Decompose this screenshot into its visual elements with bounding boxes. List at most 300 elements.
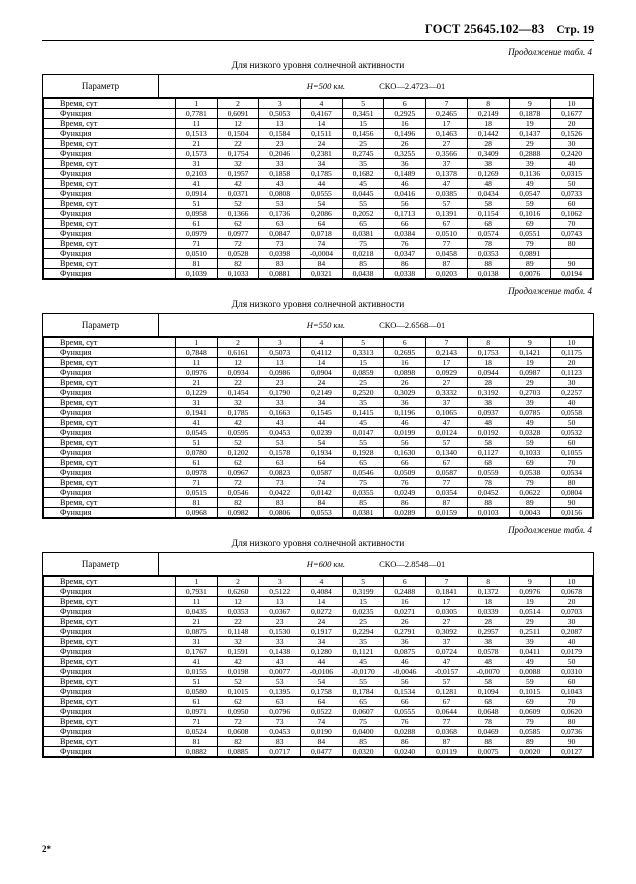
- data-cell: 18: [467, 358, 509, 368]
- data-cell: 0,4167: [301, 109, 343, 119]
- row-label: Функция: [44, 249, 176, 259]
- data-cell: 0,1578: [259, 448, 301, 458]
- data-cell: 0,5053: [259, 109, 301, 119]
- data-cell: 84: [301, 737, 343, 747]
- data-cell: 59: [509, 438, 551, 448]
- data-cell: 0,0558: [551, 408, 593, 418]
- data-cell: 62: [217, 458, 259, 468]
- table-row: [44, 747, 593, 757]
- data-cell: 7: [426, 577, 468, 587]
- data-cell: 0,0546: [342, 468, 384, 478]
- data-cell: 85: [342, 498, 384, 508]
- data-cell: 0,0249: [384, 488, 426, 498]
- data-cell: 89: [509, 737, 551, 747]
- data-cell: 35: [342, 398, 384, 408]
- data-cell: 0,6161: [217, 348, 259, 358]
- data-cell: 80: [551, 717, 593, 727]
- data-cell: 45: [342, 179, 384, 189]
- data-cell: 77: [426, 239, 468, 249]
- data-cell: 79: [509, 717, 551, 727]
- data-cell: 4: [301, 99, 343, 109]
- data-cell: 38: [467, 637, 509, 647]
- row-label: Время, сут: [44, 617, 176, 627]
- data-cell: 53: [259, 199, 301, 209]
- data-cell: 0,0020: [509, 747, 551, 757]
- data-cell: 0,4084: [301, 587, 343, 597]
- data-cell: 46: [384, 657, 426, 667]
- data-cell: [551, 249, 593, 259]
- data-cell: 22: [217, 139, 259, 149]
- data-cell: 41: [176, 179, 218, 189]
- data-cell: 0,2888: [509, 149, 551, 159]
- data-cell: 0,0559: [467, 468, 509, 478]
- data-cell: 32: [217, 159, 259, 169]
- data-cell: 0,0514: [509, 607, 551, 617]
- data-cell: 0,0119: [426, 747, 468, 757]
- data-cell: 61: [176, 458, 218, 468]
- data-cell: 0,3199: [342, 587, 384, 597]
- row-label: Время, сут: [44, 737, 176, 747]
- data-cell: 0,1062: [551, 209, 593, 219]
- data-cell: 52: [217, 677, 259, 687]
- data-cell: 17: [426, 358, 468, 368]
- table-row: [44, 378, 593, 388]
- data-cell: 37: [426, 637, 468, 647]
- row-label: Функция: [44, 627, 176, 637]
- data-cell: 1: [176, 577, 218, 587]
- row-label: Время, сут: [44, 159, 176, 169]
- row-label: Время, сут: [44, 458, 176, 468]
- data-cell: -0,0170: [342, 667, 384, 677]
- table-body-1: [43, 98, 594, 280]
- table-row: [44, 468, 593, 478]
- data-cell: 0,3255: [384, 149, 426, 159]
- data-cell: 0,1094: [467, 687, 509, 697]
- data-cell: 8: [467, 577, 509, 587]
- data-cell: 62: [217, 697, 259, 707]
- row-label: Время, сут: [44, 239, 176, 249]
- data-cell: 20: [551, 119, 593, 129]
- data-cell: 1: [176, 99, 218, 109]
- data-cell: 0,0986: [259, 368, 301, 378]
- data-cell: 12: [217, 119, 259, 129]
- data-cell: 50: [551, 179, 593, 189]
- data-cell: 0,0733: [551, 189, 593, 199]
- row-label: Время, сут: [44, 697, 176, 707]
- data-cell: 80: [551, 239, 593, 249]
- data-cell: 30: [551, 617, 593, 627]
- data-cell: 8: [467, 99, 509, 109]
- data-cell: 87: [426, 259, 468, 269]
- data-cell: 0,0574: [467, 229, 509, 239]
- data-cell: 0,0724: [426, 647, 468, 657]
- row-label: Функция: [44, 508, 176, 518]
- data-cell: 36: [384, 398, 426, 408]
- data-cell: 43: [259, 179, 301, 189]
- data-cell: 74: [301, 478, 343, 488]
- data-cell: 13: [259, 597, 301, 607]
- data-cell: 5: [342, 99, 384, 109]
- data-cell: 81: [176, 737, 218, 747]
- data-cell: 56: [384, 199, 426, 209]
- table-row: [44, 169, 593, 179]
- block-title-1: Для низкого уровня солнечной активности: [231, 61, 405, 71]
- standard-number: ГОСТ 25645.102—83: [424, 22, 545, 36]
- data-cell: 5: [342, 577, 384, 587]
- data-cell: 36: [384, 159, 426, 169]
- table-row: [44, 607, 593, 617]
- data-cell: 0,7848: [176, 348, 218, 358]
- data-cell: 32: [217, 398, 259, 408]
- data-cell: 38: [467, 159, 509, 169]
- data-cell: 0,1269: [467, 169, 509, 179]
- data-cell: 76: [384, 239, 426, 249]
- data-cell: 29: [509, 378, 551, 388]
- height-value-2: H=550 км.: [306, 320, 346, 330]
- row-label: Время, сут: [44, 577, 176, 587]
- data-cell: 0,0718: [301, 229, 343, 239]
- row-label: Функция: [44, 687, 176, 697]
- row-label: Функция: [44, 109, 176, 119]
- data-cell: 0,0578: [467, 647, 509, 657]
- table-row: [44, 229, 593, 239]
- data-cell: 0,0875: [176, 627, 218, 637]
- data-cell: 0,2703: [509, 388, 551, 398]
- data-cell: 0,0272: [301, 607, 343, 617]
- table-block-1: [42, 61, 594, 280]
- data-cell: 0,0551: [509, 229, 551, 239]
- data-cell: 0,0445: [342, 189, 384, 199]
- data-cell: 48: [467, 657, 509, 667]
- data-cell: 0,0367: [259, 607, 301, 617]
- data-cell: 10: [551, 577, 593, 587]
- data-cell: 0,0937: [467, 408, 509, 418]
- data-cell: 0,1442: [467, 129, 509, 139]
- data-cell: 0,0422: [259, 488, 301, 498]
- sko-value-1: СКО—2.4723—01: [379, 81, 446, 91]
- data-cell: 28: [467, 378, 509, 388]
- data-cell: 43: [259, 418, 301, 428]
- data-cell: 0,1858: [259, 169, 301, 179]
- data-cell: 0,1504: [217, 129, 259, 139]
- data-cell: 69: [509, 458, 551, 468]
- data-cell: 85: [342, 737, 384, 747]
- data-cell: 0,2465: [426, 109, 468, 119]
- table-row: [44, 368, 593, 378]
- data-cell: 0,0806: [259, 508, 301, 518]
- data-cell: 21: [176, 378, 218, 388]
- data-cell: 46: [384, 418, 426, 428]
- data-cell: 49: [509, 418, 551, 428]
- data-cell: 89: [509, 498, 551, 508]
- data-cell: 13: [259, 358, 301, 368]
- table-row: [44, 139, 593, 149]
- data-cell: 0,1123: [551, 368, 593, 378]
- data-cell: 82: [217, 737, 259, 747]
- row-label: Время, сут: [44, 119, 176, 129]
- data-cell: 0,1438: [259, 647, 301, 657]
- table-row: [44, 727, 593, 737]
- data-cell: 79: [509, 478, 551, 488]
- data-cell: 0,0147: [342, 428, 384, 438]
- data-cell: 0,0881: [259, 269, 301, 279]
- data-cell: 58: [467, 199, 509, 209]
- data-cell: 2: [217, 338, 259, 348]
- data-cell: 55: [342, 677, 384, 687]
- data-cell: 60: [551, 677, 593, 687]
- data-cell: 43: [259, 657, 301, 667]
- data-cell: 1: [176, 338, 218, 348]
- row-label: Функция: [44, 448, 176, 458]
- table-block-3: [42, 539, 594, 758]
- block-title-2: Для низкого уровня солнечной активности: [231, 300, 405, 310]
- data-cell: 0,1928: [342, 448, 384, 458]
- table-row: [44, 119, 593, 129]
- table-row: [44, 209, 593, 219]
- data-cell: 0,0347: [384, 249, 426, 259]
- data-cell: 0,1065: [426, 408, 468, 418]
- row-label: Функция: [44, 428, 176, 438]
- row-label: Время, сут: [44, 498, 176, 508]
- table-row: [44, 348, 593, 358]
- table-row: [44, 478, 593, 488]
- data-cell: 12: [217, 597, 259, 607]
- data-cell: 75: [342, 239, 384, 249]
- data-cell: 83: [259, 737, 301, 747]
- data-cell: 21: [176, 139, 218, 149]
- data-cell: 0,1934: [301, 448, 343, 458]
- data-cell: 0,1154: [467, 209, 509, 219]
- data-cell: 87: [426, 498, 468, 508]
- data-cell: 0,0138: [467, 269, 509, 279]
- data-cell: 0,1463: [426, 129, 468, 139]
- data-cell: 0,1280: [301, 647, 343, 657]
- data-cell: 0,1758: [301, 687, 343, 697]
- row-label: Время, сут: [44, 637, 176, 647]
- data-cell: 0,0371: [217, 189, 259, 199]
- data-cell: 88: [467, 737, 509, 747]
- data-cell: 15: [342, 358, 384, 368]
- data-cell: 0,0076: [509, 269, 551, 279]
- row-label: Функция: [44, 169, 176, 179]
- data-cell: -0,0046: [384, 667, 426, 677]
- data-cell: 79: [509, 239, 551, 249]
- data-cell: 0,5073: [259, 348, 301, 358]
- data-cell: 0,0967: [217, 468, 259, 478]
- data-cell: 0,0587: [301, 468, 343, 478]
- data-cell: 0,1713: [384, 209, 426, 219]
- data-cell: 0,0088: [509, 667, 551, 677]
- data-cell: 9: [509, 338, 551, 348]
- table-row: [44, 667, 593, 677]
- data-cell: 22: [217, 378, 259, 388]
- data-cell: 23: [259, 139, 301, 149]
- data-cell: 0,0968: [176, 508, 218, 518]
- table-body-row: [43, 98, 594, 280]
- row-label: Время, сут: [44, 597, 176, 607]
- data-cell: 0,2420: [551, 149, 593, 159]
- data-cell: 0,0891: [509, 249, 551, 259]
- table-row: [44, 179, 593, 189]
- data-cell: 0,0509: [384, 468, 426, 478]
- data-cell: 78: [467, 239, 509, 249]
- data-cell: 0,0522: [301, 707, 343, 717]
- data-cell: 29: [509, 139, 551, 149]
- data-cell: 0,1391: [426, 209, 468, 219]
- data-cell: 0,1545: [301, 408, 343, 418]
- data-cell: 0,0528: [217, 249, 259, 259]
- data-cell: 0,1917: [301, 627, 343, 637]
- data-cell: 0,0929: [426, 368, 468, 378]
- condition-cell-2: [159, 314, 594, 337]
- data-cell: 67: [426, 697, 468, 707]
- data-cell: 53: [259, 438, 301, 448]
- data-cell: 2: [217, 577, 259, 587]
- data-cell: 57: [426, 438, 468, 448]
- data-cell: 60: [551, 438, 593, 448]
- data-cell: 66: [384, 458, 426, 468]
- data-cell: 70: [551, 458, 593, 468]
- param-header-2: Параметр: [43, 314, 159, 337]
- data-cell: 0,2103: [176, 169, 218, 179]
- row-label: Время, сут: [44, 199, 176, 209]
- data-cell: 0,0547: [509, 189, 551, 199]
- data-cell: 0,0190: [301, 727, 343, 737]
- data-cell: 0,0435: [176, 607, 218, 617]
- data-cell: 44: [301, 657, 343, 667]
- continuation-label-3: Продолжение табл. 4: [508, 525, 592, 535]
- data-cell: 88: [467, 259, 509, 269]
- data-cell: 0,0944: [467, 368, 509, 378]
- row-label: Функция: [44, 209, 176, 219]
- data-cell: 0,2046: [259, 149, 301, 159]
- data-cell: 0,0736: [551, 727, 593, 737]
- data-cell: 11: [176, 358, 218, 368]
- data-cell: 73: [259, 717, 301, 727]
- data-table-3: [42, 552, 594, 758]
- data-cell: 37: [426, 159, 468, 169]
- table-row: [44, 597, 593, 607]
- data-cell: 0,1841: [426, 587, 468, 597]
- data-cell: 0,0987: [509, 368, 551, 378]
- data-cell: 11: [176, 597, 218, 607]
- data-cell: 74: [301, 717, 343, 727]
- data-cell: 22: [217, 617, 259, 627]
- table-row: [44, 398, 593, 408]
- data-cell: 54: [301, 438, 343, 448]
- data-cell: 39: [509, 637, 551, 647]
- data-cell: 0,1790: [259, 388, 301, 398]
- data-cell: 80: [551, 478, 593, 488]
- data-cell: 0,2791: [384, 627, 426, 637]
- data-cell: 59: [509, 199, 551, 209]
- data-cell: 72: [217, 239, 259, 249]
- data-cell: 0,1378: [426, 169, 468, 179]
- sko-value-3: СКО—2.8548—01: [379, 559, 446, 569]
- data-cell: 0,0385: [426, 189, 468, 199]
- data-cell: 73: [259, 239, 301, 249]
- data-cell: 65: [342, 458, 384, 468]
- data-cell: 15: [342, 597, 384, 607]
- row-label: Время, сут: [44, 378, 176, 388]
- row-label: Время, сут: [44, 358, 176, 368]
- data-cell: 0,0904: [301, 368, 343, 378]
- data-cell: 47: [426, 657, 468, 667]
- data-cell: 27: [426, 617, 468, 627]
- data-cell: 0,0320: [342, 747, 384, 757]
- table-body-3: [43, 576, 594, 758]
- data-cell: 0,2294: [342, 627, 384, 637]
- data-cell: 21: [176, 617, 218, 627]
- data-cell: 0,1015: [217, 687, 259, 697]
- data-cell: 0,1511: [301, 129, 343, 139]
- data-cell: 71: [176, 717, 218, 727]
- data-cell: 26: [384, 617, 426, 627]
- row-label: Функция: [44, 468, 176, 478]
- data-cell: 42: [217, 418, 259, 428]
- data-cell: 0,0958: [176, 209, 218, 219]
- row-label: Время, сут: [44, 219, 176, 229]
- data-cell: 0,0532: [551, 428, 593, 438]
- row-label: Функция: [44, 269, 176, 279]
- data-cell: 0,0971: [176, 707, 218, 717]
- data-cell: 0,0524: [176, 727, 218, 737]
- data-cell: 29: [509, 617, 551, 627]
- data-cell: 58: [467, 438, 509, 448]
- data-cell: 0,7931: [176, 587, 218, 597]
- data-cell: 0,0416: [384, 189, 426, 199]
- data-cell: 27: [426, 139, 468, 149]
- data-cell: 66: [384, 219, 426, 229]
- data-cell: 39: [509, 398, 551, 408]
- data-cell: 0,1785: [217, 408, 259, 418]
- data-cell: 19: [509, 119, 551, 129]
- data-cell: 75: [342, 717, 384, 727]
- table-row: [44, 617, 593, 627]
- table-block-2: [42, 300, 594, 519]
- data-cell: 0,0381: [342, 508, 384, 518]
- data-cell: 24: [301, 139, 343, 149]
- data-cell: 85: [342, 259, 384, 269]
- data-cell: 31: [176, 159, 218, 169]
- data-cell: 0,2052: [342, 209, 384, 219]
- data-cell: 0,1015: [509, 687, 551, 697]
- data-cell: 40: [551, 637, 593, 647]
- data-cell: 0,1530: [259, 627, 301, 637]
- data-cell: 0,0159: [426, 508, 468, 518]
- data-cell: 26: [384, 139, 426, 149]
- data-cell: 6: [384, 577, 426, 587]
- data-cell: 0,0477: [301, 747, 343, 757]
- data-cell: 0,0321: [301, 269, 343, 279]
- data-cell: 0,1229: [176, 388, 218, 398]
- data-cell: 0,1127: [467, 448, 509, 458]
- row-label: Время, сут: [44, 418, 176, 428]
- data-cell: 0,0648: [467, 707, 509, 717]
- data-cell: 0,0384: [384, 229, 426, 239]
- data-cell: 0,2511: [509, 627, 551, 637]
- data-cell: 63: [259, 458, 301, 468]
- data-cell: 72: [217, 717, 259, 727]
- data-cell: 0,1677: [551, 109, 593, 119]
- param-header-1: Параметр: [43, 75, 159, 98]
- data-cell: 71: [176, 239, 218, 249]
- data-cell: 0,0381: [342, 229, 384, 239]
- table-row: [44, 627, 593, 637]
- data-cell: 0,0847: [259, 229, 301, 239]
- data-cell: 32: [217, 637, 259, 647]
- data-cell: 0,7781: [176, 109, 218, 119]
